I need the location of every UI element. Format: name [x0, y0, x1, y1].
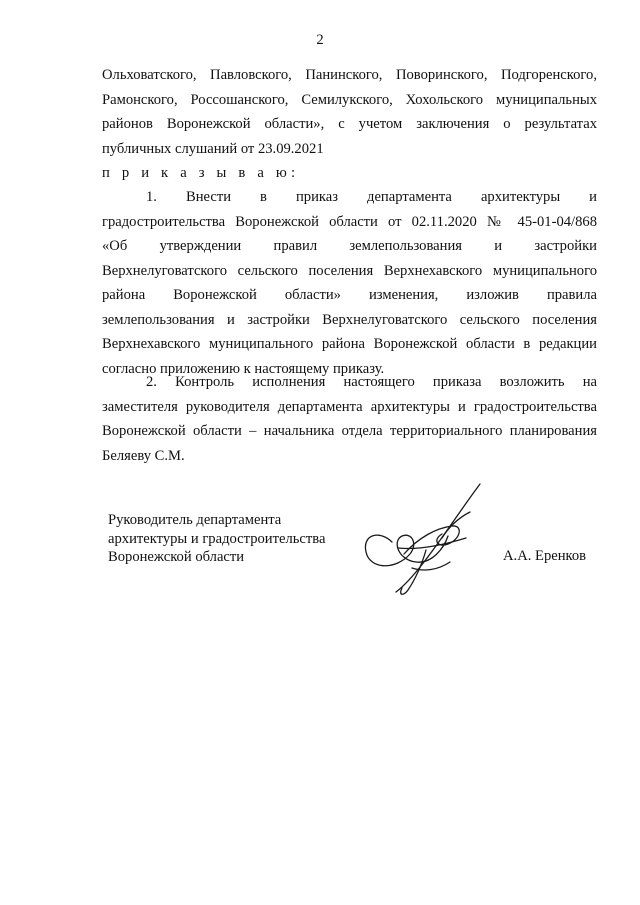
item-1-line: 1. Внести в приказ департамента архитектуры и: [146, 189, 597, 205]
item-1-line: района Воронежской области» изменения, изложив правила: [102, 287, 597, 303]
signatory-title-line: архитектуры и градостроительства: [108, 530, 326, 547]
page-number: 2: [316, 32, 324, 48]
item-2-paragraph: [102, 370, 597, 468]
item-1-line: Верхнелуговатского сельского поселения Верхнехавского муниципального: [102, 262, 597, 279]
intro-line: районов Воронежской области», с учетом заключения о результатах: [102, 116, 597, 132]
signatory-title-line: Воронежской области: [108, 549, 245, 565]
item-1-line: градостроительства Воронежской области от 02.11.2020 № 45-01-04/868: [102, 213, 597, 230]
intro-paragraph: [102, 63, 597, 186]
item-2-line: 2. Контроль исполнения настоящего приказа возложить на: [146, 374, 597, 390]
item-1-line: землепользования и застройки Верхнелуговатского сельского поселения: [102, 311, 597, 328]
item-1-line: Верхнехавского муниципального района Воронежской области в редакции: [102, 336, 597, 352]
item-1-line: согласно приложению к настоящему приказу.: [102, 360, 385, 377]
item-1-paragraph: [102, 185, 597, 381]
signatory-title-line: Руководитель департамента: [108, 512, 282, 528]
intro-line: Рамонского, Россошанского, Семилукского, Хохольского муниципальных: [102, 91, 597, 108]
signatory-name: А.А. Еренков: [503, 548, 587, 564]
item-1-line: «Об утверждении правил землепользования и застройки: [102, 238, 597, 254]
item-2-line: Воронежской области – начальника отдела территориального планирования: [102, 423, 597, 439]
orders-word: п р и к а з ы в а ю:: [102, 165, 300, 181]
signatory-title: [108, 511, 368, 567]
item-2-line: Беляеву С.М.: [102, 447, 185, 464]
item-2-line: заместителя руководителя департамента архитектуры и градостроительства: [102, 398, 597, 415]
intro-line: Ольховатского, Павловского, Панинского, Поворинского, Подгоренского,: [102, 67, 597, 83]
intro-line: публичных слушаний от 23.09.2021: [102, 140, 324, 157]
handwritten-signature: [352, 478, 502, 598]
